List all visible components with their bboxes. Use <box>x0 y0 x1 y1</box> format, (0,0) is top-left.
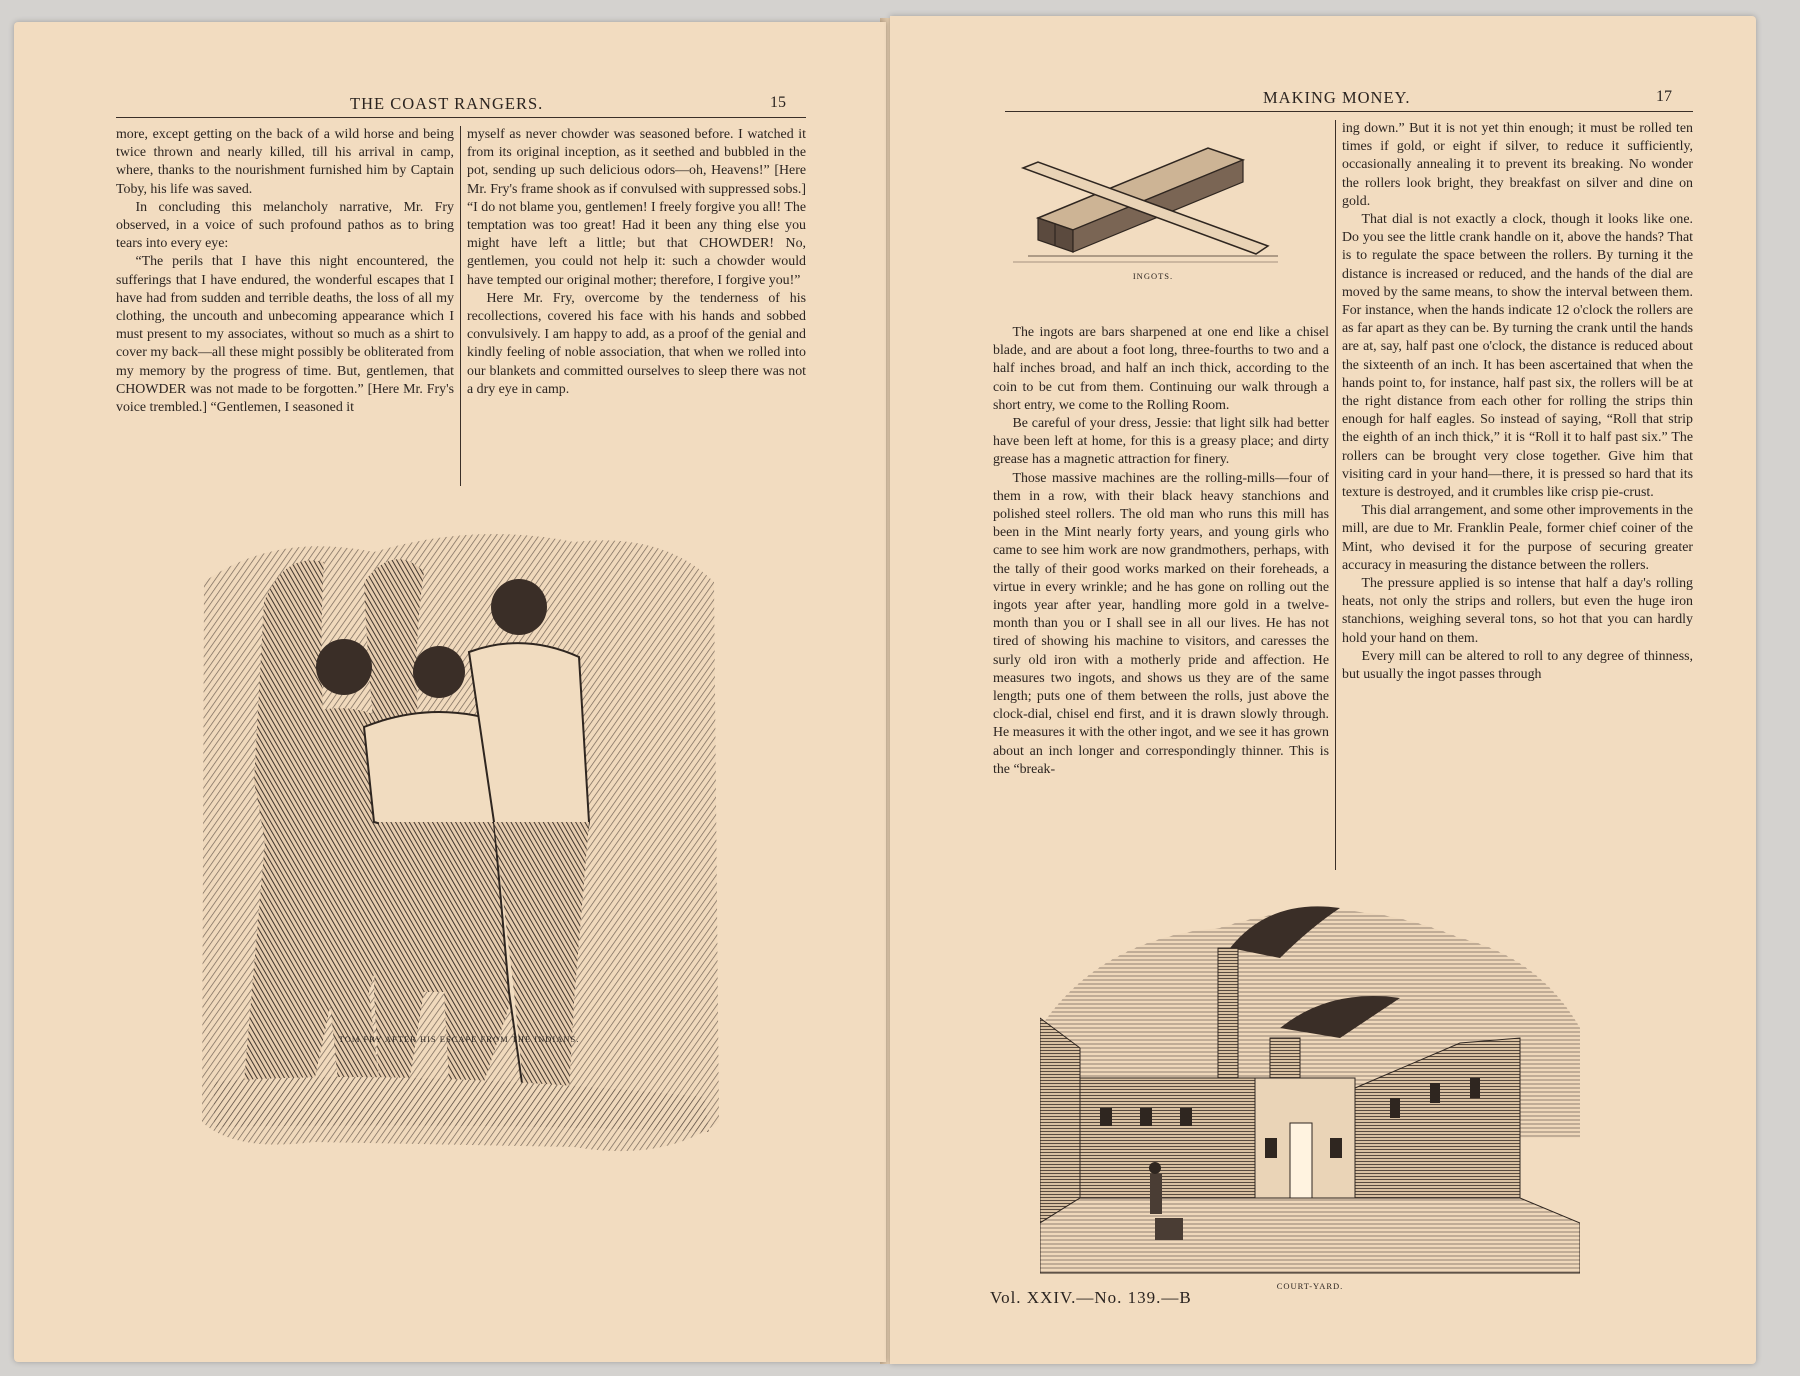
page-number-left: 15 <box>770 94 786 111</box>
paragraph: The pressure applied is so intense that half a day's rolling heats, not only the strips and rollers, but even the huge iron stanchions, weighing several tons, so hot that you can hardly hold your hand on them. <box>1342 576 1693 646</box>
paragraph: Those massive machines are the rolling-mills—four of them in a row, with their black heavy stanchions and polished steel rollers. The old man who runs this mill has been in the Mint nearly forty years, and young girls who came to see him work are now grandmothers, perhaps, with the tally of their good works marked on their foreheads, a virtue in every wrinkle; and he has gone on rolling out the ingots year after year, handling more gold in a twelve-month than you or I shall see in all our lives. He has not tired of showing his machine to visitors, and caresses the surly old iron with a motherly pride and affection. He measures two ingots, and shows us they are of the same length; puts one of them between the rolls, just above the clock-dial, chisel end first, and it is drawn slowly through. He measures it with the other ingot, and we see it has grown about an inch longer and correspondingly thinner. This is the “break- <box>993 470 1329 777</box>
column-rule <box>460 126 461 486</box>
column-rule <box>1335 120 1336 870</box>
engraving-court-yard <box>1040 878 1580 1278</box>
text-column-1 <box>993 324 1329 779</box>
header-rule <box>116 117 806 118</box>
figure-caption-ingots: INGOTS. <box>1132 271 1174 281</box>
running-head-right: MAKING MONEY. <box>1263 88 1411 107</box>
paragraph: “The perils that I have this night encountered, the sufferings that I have endured, the wonderful escapes that I have had from sudden and terrible deaths, the loss of all my clothing, the uncouth and unbecoming appearance which I must present to my associates, without so much as a shirt to cover my back—all these might possibly be obliterated from my memory by the progress of time. But, gentlemen, that CHOWDER was not made to be forgotten.” [Here Mr. Fry's voice trembled.] “Gentlemen, I seasoned it <box>116 254 454 416</box>
text-column-2 <box>1342 120 1693 684</box>
figure-caption-tom-fry: TOM FRY AFTER HIS ESCAPE FROM THE INDIANS. <box>338 1034 580 1044</box>
right-page <box>890 16 1756 1364</box>
paragraph: Every mill can be altered to roll to any degree of thinness, but usually the ingot passes through <box>1342 648 1693 683</box>
paragraph: Here Mr. Fry, overcome by the tenderness of his recollections, covered his face with his hands and sobbed convulsively. I am happy to add, as a proof of the genial and kindly feeling of noble association, that when we rolled into our blankets and committed ourselves to sleep there was not a dry eye in camp. <box>467 290 806 397</box>
engraving-tom-fry <box>194 522 724 1202</box>
text-column-2 <box>467 126 806 399</box>
paragraph: In concluding this melancholy narrative, Mr. Fry observed, in a voice of such profound pathos as to bring tears into every eye: <box>116 199 454 252</box>
text-column-1 <box>116 126 454 417</box>
volume-line: Vol. XXIV.—No. 139.—B <box>990 1288 1192 1307</box>
paragraph: myself as never chowder was seasoned before. I watched it from its original inception, as it seethed and bubbled in the pot, sending up such delicious odors—oh, Heavens!” [Here Mr. Fry's frame shook as if convulsed with suppressed sobs.] “I do not blame you, gentlemen! I freely forgive you all! The temptation was too great! Had it been any thing else you might have left a little; but that CHOWDER! No, gentlemen, you could not help it: such a chowder would have tempted our original mother; therefore, I forgive you!” <box>467 127 806 288</box>
paragraph: This dial arrangement, and some other improvements in the mill, are due to Mr. Franklin Peale, former chief coiner of the Mint, who devised it for the purpose of securing greater accuracy in measuring the distance between the rollers. <box>1342 503 1693 573</box>
header-rule <box>1005 111 1693 112</box>
page-number-right: 17 <box>1656 88 1672 105</box>
engraving-ingots <box>1008 128 1298 268</box>
figure-caption-court-yard: COURT-YARD. <box>1276 1281 1344 1291</box>
paragraph: ing down.” But it is not yet thin enough; it must be rolled ten times if gold, or eight if silver, to reduce it sufficiently, occasionally annealing it to prevent its breaking. No wonder the rollers look bright, they breakfast on silver and dine on gold. <box>1342 121 1693 209</box>
paragraph: That dial is not exactly a clock, though it looks like one. Do you see the little crank handle on it, above the hands? That is to regulate the space between the rollers. By turning it the distance is increased or reduced, and the hands of the dial are moved by the same means, to show the interval between them. For instance, when the hands indicate 12 o'clock the rollers are as far apart as they can be. By turning the crank until the hands are at, say, half past one o'clock, the distance is reduced about the sixteenth of an inch. It has been ascertained that when the hands point to, for instance, half past six, the rollers will be at the right distance from each other for rolling the strips thin enough for half eagles. So instead of saying, “Roll that strip the eighth of an inch thick,” it is “Roll it to half past six.” The rollers can be brought very close together. Give him that visiting card in your hand—there, it is pressed so hard that its texture is destroyed, and it crumbles like crisp pie-crust. <box>1342 212 1693 501</box>
left-page <box>14 22 886 1362</box>
paragraph: The ingots are bars sharpened at one end like a chisel blade, and are about a foot long, three-fourths to two and a half inches broad, and half an inch thick, according to the coin to be cut from them. Continuing our walk through a short entry, we come to the Rolling Room. <box>993 325 1329 413</box>
paragraph: Be careful of your dress, Jessie: that light silk had better have been left at home, for this is a greasy place; and dirty grease has a magnetic attraction for finery. <box>993 416 1329 468</box>
running-head-left: THE COAST RANGERS. <box>350 94 544 113</box>
paragraph: more, except getting on the back of a wild horse and being twice thrown and nearly killed, till his arrival in camp, where, thanks to the nourishment furnished him by Captain Toby, his life was saved. <box>116 127 454 197</box>
